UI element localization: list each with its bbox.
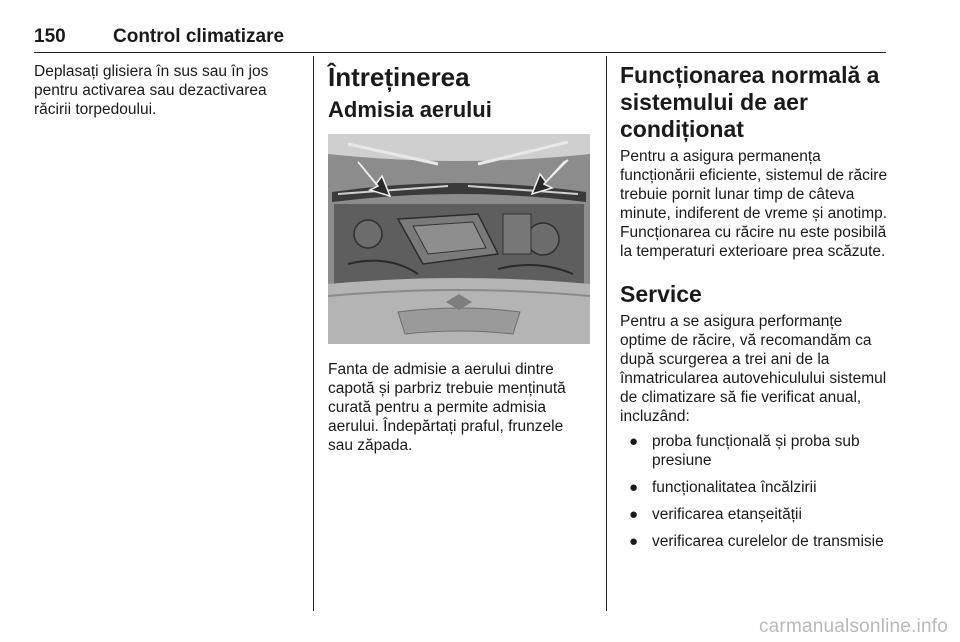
column-middle [328,62,590,455]
bullet-icon: ● [629,506,639,523]
page-number: 150 [34,26,66,47]
bullet-icon: ● [629,433,639,450]
chapter-title: Control climatizare [113,26,285,47]
list-item: ● verificarea etanșeității [629,506,802,523]
service-checklist [620,432,888,551]
list-item: ● funcționalitatea încălzirii [629,479,817,496]
bullet-icon: ● [629,479,639,496]
normal-operation-paragraph: Pentru a asigura permanența funcționării eficiente, sistemul de răcire trebuie pornit lunar timp de câteva minute, indiferent de vreme și anotimp. Funcționarea cu răcire nu este posibilă la temperaturi exterioare prea scăzute. [620,148,888,260]
air-intake-paragraph: Fanta de admisie a aerului dintre capotă și parbriz trebuie menținută curată pentru a permite admisia aerului. Îndepărtați praful, frunzele sau zăpada. [328,361,566,454]
list-item: ● verificarea curelelor de transmisie [629,533,884,550]
subheading-air-intake: Admisia aerului [328,97,492,122]
column-left [34,62,296,119]
page-header [34,26,886,53]
bullet-icon: ● [629,533,639,550]
section-heading-service: Service [620,281,702,307]
intro-paragraph: Deplasați glisiera în sus sau în jos pentru activarea sau dezactivarea răcirii torpedoului. [34,63,269,118]
column-divider-1 [313,56,314,611]
list-item: ● proba funcțională și proba sub presiune [629,433,860,469]
engine-bay-illustration [328,134,590,344]
section-heading-maintenance: Întreținerea [328,62,470,92]
column-right [620,62,888,559]
watermark: carmanualsonline.info [758,616,948,637]
section-heading-normal-operation: Funcționarea normală a sistemului de aer condiționat [620,62,880,142]
engine-bay-icon [328,134,590,344]
column-divider-2 [606,56,607,611]
service-paragraph: Pentru a se asigura performanțe optime de răcire, vă recomandăm ca după scurgerea a trei ani de la înmatricularea autovehiculului sistemul de climatizare să fie verificat anual, incluzând: [620,313,887,425]
